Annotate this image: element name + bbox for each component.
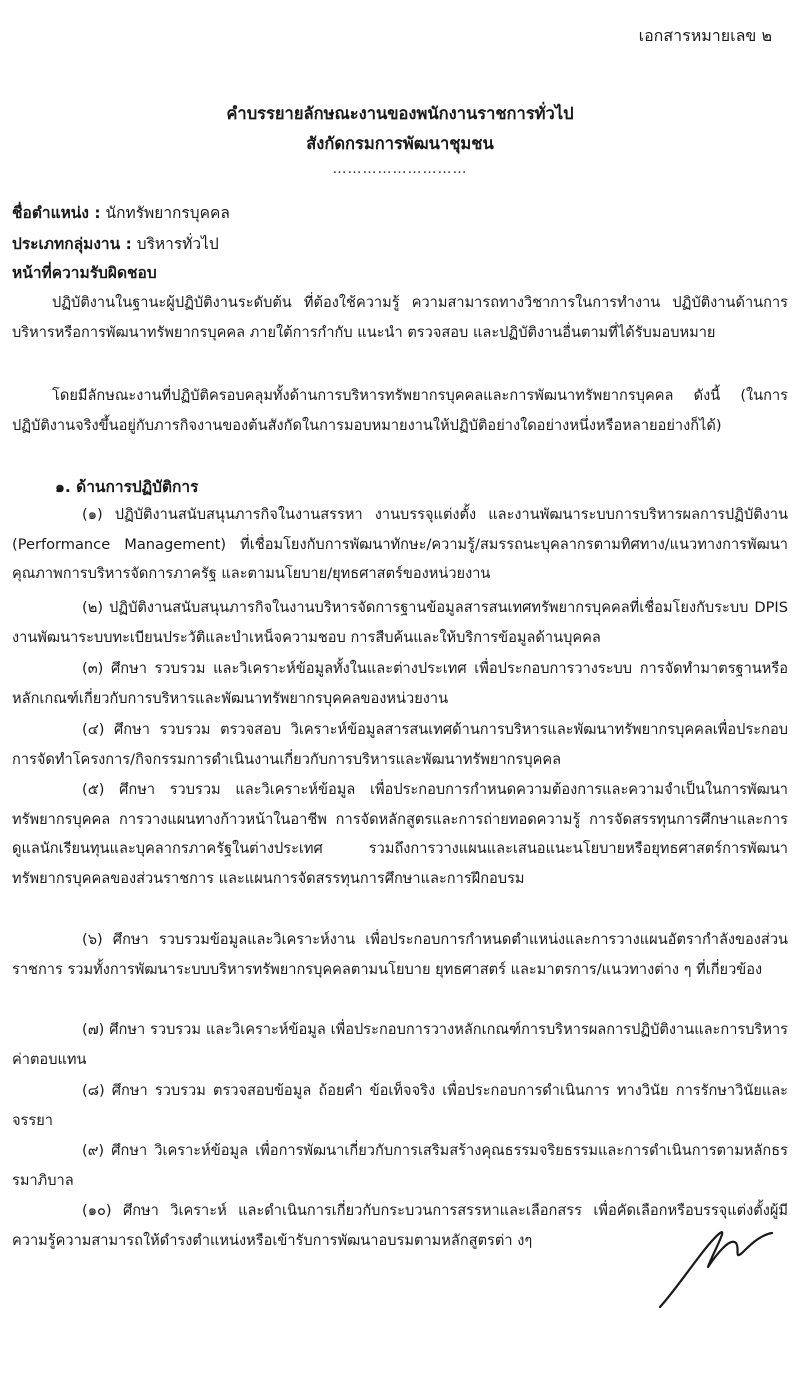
section-heading: ๑. ด้านการปฏิบัติการ	[55, 478, 199, 496]
signature-mark	[650, 1215, 780, 1315]
duty-item: (๑) ปฏิบัติงานสนับสนุนภารกิจในงานสรรหา งานบรรจุแต่งตั้ง และงานพัฒนาระบบการบริหารผลการปฏิบัติงาน (Performance Management) ที่เชื่อมโยงกับการพัฒนาทักษะ/ความรู้/สมรรถนะบุคลากรตามทิศทาง/แนวทางการพัฒนาคุณภาพการบริหารจัดการภาครัฐ และตามนโยบาย/ยุทธศาสตร์ของหน่วยงาน	[12, 506, 788, 582]
duties-heading: หน้าที่ความรับผิดชอบ	[12, 264, 157, 282]
document-title: คำบรรยายลักษณะงานของพนักงานราชการทั่วไป	[226, 104, 574, 123]
document-number: เอกสารหมายเลข ๒	[638, 26, 772, 45]
duty-item: (๘) ศึกษา รวบรวม ตรวจสอบข้อมูล ถ้อยคำ ข้อเท็จจริง เพื่อประกอบการดำเนินการ ทางวินัย การรักษาวินัยและจรรยา	[12, 1082, 788, 1129]
document-subtitle: สังกัดกรมการพัฒนาชุมชน	[306, 134, 494, 153]
group-label: ประเภทกลุ่มงาน :	[12, 235, 132, 253]
duty-item: (๗) ศึกษา รวบรวม และวิเคราะห์ข้อมูล เพื่อประกอบการวางหลักเกณฑ์การบริหารผลการปฏิบัติงานและการบริหารค่าตอบแทน	[12, 1021, 788, 1068]
group-field	[12, 231, 219, 257]
title-separator: ………………………	[332, 161, 468, 177]
intro-paragraph: ปฏิบัติงานในฐานะผู้ปฏิบัติงานระดับต้น ที่ต้องใช้ความรู้ ความสามารถทางวิชาการในการทำงาน ปฏิบัติงานด้านการบริหารหรือการพัฒนาทรัพยากรบุคคล ภายใต้การกำกับ แนะนำ ตรวจสอบ และปฏิบัติงานอื่นตามที่ได้รับมอบหมาย	[12, 294, 788, 341]
duty-item: (๕) ศึกษา รวบรวม และวิเคราะห์ข้อมูล เพื่อประกอบการกำหนดความต้องการและความจำเป็นในการพัฒนาทรัพยากรบุคคล การวางแผนทางก้าวหน้าในอาชีพ การจัดหลักสูตรและการถ่ายทอดความรู้ การจัดสรรทุนการศึกษาและการดูแลนักเรียนทุนและบุคลากรภาครัฐในต่างประเทศ รวมถึงการวางแผนและเสนอแนะนโยบายหรือยุทธศาสตร์การพัฒนาทรัพยากรบุคคลของส่วนราชการ และแผนการจัดสรรทุนการศึกษาและการฝึกอบรม	[12, 781, 788, 887]
position-label: ชื่อตำแหน่ง :	[12, 204, 101, 222]
position-field	[12, 200, 230, 226]
duty-item: (๒) ปฏิบัติงานสนับสนุนภารกิจในงานบริหารจัดการฐานข้อมูลสารสนเทศทรัพยากรบุคคลที่เชื่อมโยงกับระบบ DPIS งานพัฒนาระบบทะเบียนประวัติและบำเหน็จความชอบ การสืบค้นและให้บริการข้อมูลด้านบุคคล	[12, 599, 788, 646]
position-value: นักทรัพยากรบุคคล	[105, 204, 230, 222]
duty-item: (๙) ศึกษา วิเคราะห์ข้อมูล เพื่อการพัฒนาเกี่ยวกับการเสริมสร้างคุณธรรมจริยธรรมและการดำเนินการตามหลักธรรมาภิบาล	[12, 1142, 788, 1189]
group-value: บริหารทั่วไป	[136, 235, 219, 253]
duty-item: (๔) ศึกษา รวบรวม ตรวจสอบ วิเคราะห์ข้อมูลสารสนเทศด้านการบริหารและพัฒนาทรัพยากรบุคคลเพื่อประกอบการจัดทำโครงการ/กิจกรรมการดำเนินงานเกี่ยวกับการบริหารและพัฒนาทรัพยากรบุคคล	[12, 721, 788, 768]
duty-item: (๑๐) ศึกษา วิเคราะห์ และดำเนินการเกี่ยวกับกระบวนการสรรหาและเลือกสรร เพื่อคัดเลือกหรือบรรจุแต่งตั้งผู้มีความรู้ความสามารถให้ดำรงตำแหน่งหรือเข้ารับการพัฒนาอบรมตามหลักสูตรต่า งๆ	[12, 1202, 788, 1249]
intro-paragraph: โดยมีลักษณะงานที่ปฏิบัติครอบคลุมทั้งด้านการบริหารทรัพยากรบุคคลและการพัฒนาทรัพยากรบุคคล ดังนี้ (ในการปฏิบัติงานจริงขึ้นอยู่กับภารกิจงานของต้นสังกัดในการมอบหมายงานให้ปฏิบัติอย่างใดอย่างหนึ่งหรือหลายอย่างก็ได้)	[12, 387, 788, 434]
duty-item: (๖) ศึกษา รวบรวมข้อมูลและวิเคราะห์งาน เพื่อประกอบการกำหนดตำแหน่งและการวางแผนอัตรากำลังของส่วนราชการ รวมทั้งการพัฒนาระบบบริหารทรัพยากรบุคคลตามนโยบาย ยุทธศาสตร์ และมาตรการ/แนวทางต่าง ๆ ที่เกี่ยวข้อง	[12, 931, 788, 978]
duty-item: (๓) ศึกษา รวบรวม และวิเคราะห์ข้อมูลทั้งในและต่างประเทศ เพื่อประกอบการวางระบบ การจัดทำมาตรฐานหรือหลักเกณฑ์เกี่ยวกับการบริหารและพัฒนาทรัพยากรบุคคลของหน่วยงาน	[12, 660, 788, 707]
